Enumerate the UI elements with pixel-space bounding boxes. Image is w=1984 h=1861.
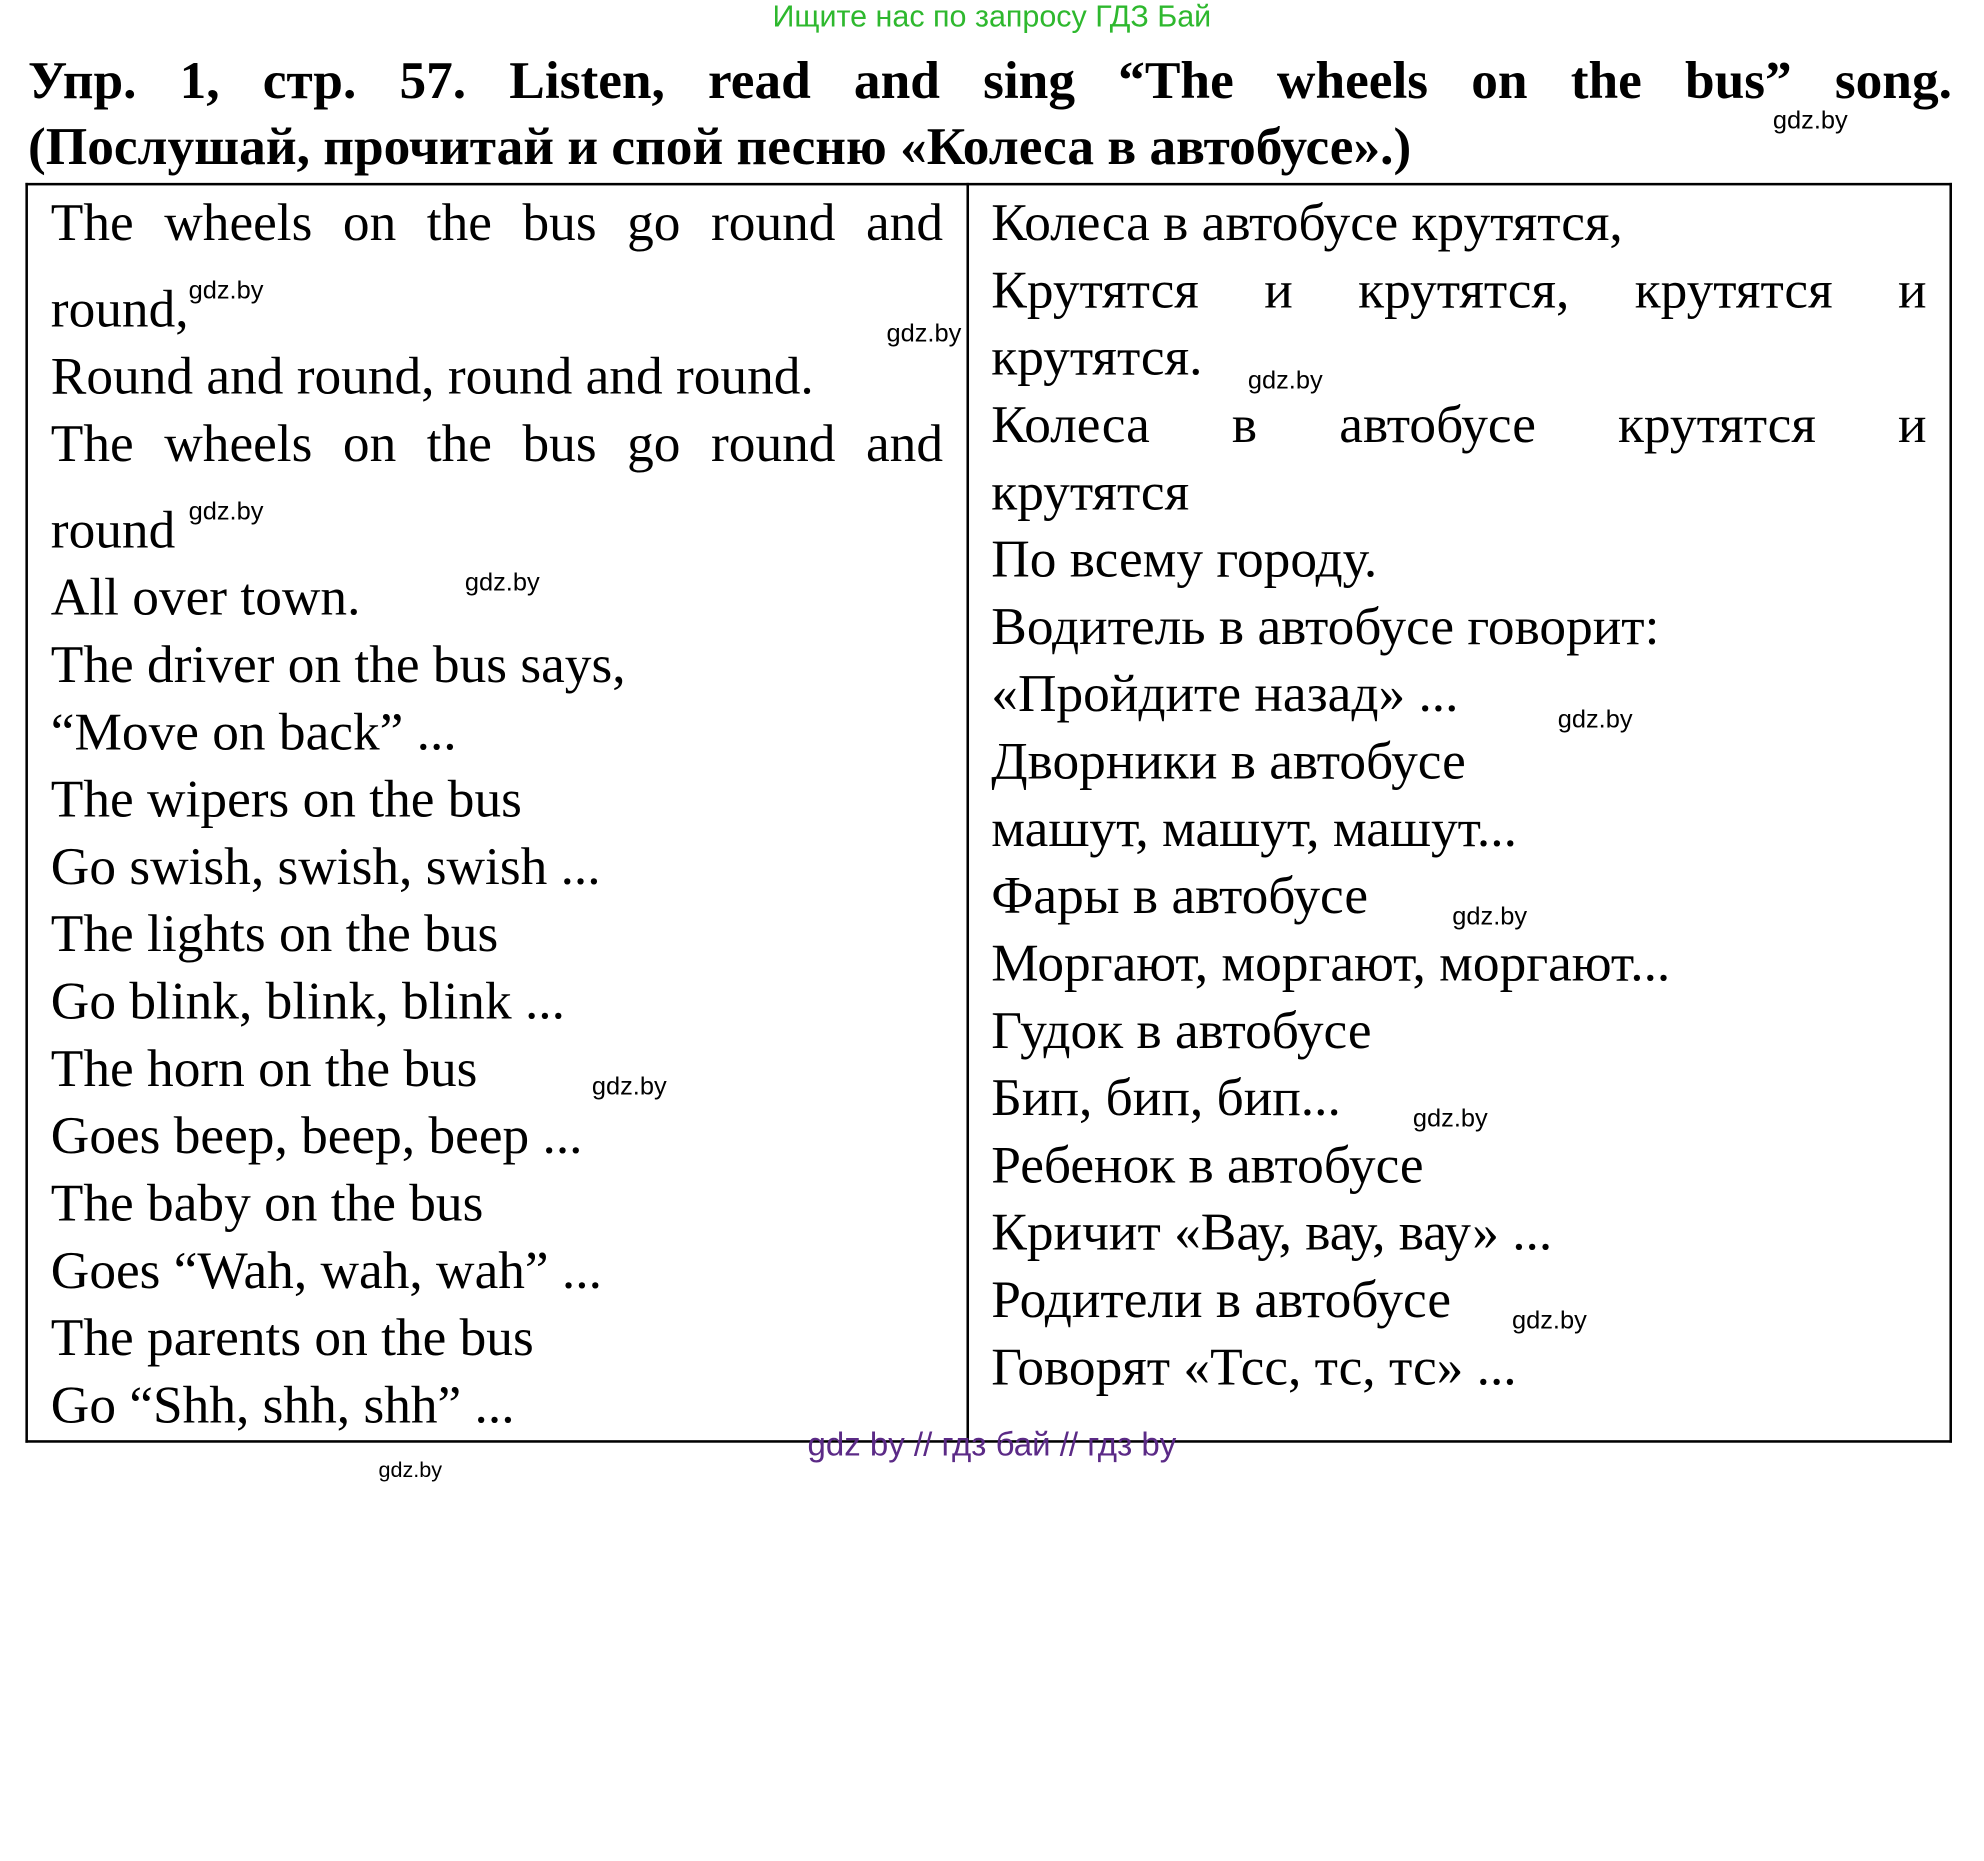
russian-line: машут, машут, машут... — [991, 800, 1517, 859]
russian-line: Дворники в автобусе — [991, 732, 1466, 792]
russian-line: Гудок в автобусе — [991, 1002, 1372, 1061]
russian-line: «Пройдите назад» ... gdz.by — [991, 662, 1926, 729]
watermark: gdz.by — [1452, 902, 1528, 931]
watermark: gdz.by — [1772, 106, 1848, 135]
russian-line: крутятся. gdz.by — [991, 325, 1926, 392]
english-line: round $^{gdz.by}$ — [50, 497, 264, 561]
russian-line: Фары в автобусе gdz.by — [991, 864, 1926, 931]
watermark: gdz.by — [188, 276, 264, 305]
english-line: “Move on back” ... — [50, 703, 457, 762]
english-line: Goes “Wah, wah, wah” ... — [50, 1242, 602, 1301]
english-line: The wheels on the bus go round and — [50, 415, 944, 474]
russian-line: Ребенок в автобусе — [991, 1136, 1424, 1196]
english-line: The wheels on the bus go round and — [50, 194, 944, 253]
table-row — [27, 184, 1951, 1441]
watermark: gdz.by — [1247, 367, 1323, 395]
english-line: The lights on the bus — [50, 905, 499, 964]
heading-line-1: Упр. 1, стр. 57. Listen, read and sing “The wheels on the bus” song. — [27, 52, 1952, 111]
english-line: The baby on the bus — [50, 1174, 484, 1234]
russian-line: Говорят «Тсс, тс, тс» ... — [991, 1338, 1517, 1397]
watermark: gdz.by — [1412, 1104, 1488, 1133]
english-line: round,$^{gdz.by}$ gdz.by — [51, 258, 943, 344]
russian-line: Колеса в автобусе крутятся и — [991, 396, 1927, 455]
bottom-site-banner[interactable]: gdz by // гдз бай // гдз by — [807, 1424, 1177, 1464]
russian-line: Колеса в автобусе крутятся, — [991, 194, 1623, 253]
russian-line: Кричит «Вау, вау, вау» ... — [991, 1203, 1553, 1263]
russian-column — [967, 184, 1951, 1441]
russian-line: По всему городу. — [991, 530, 1378, 590]
english-line: Go “Shh, shh, shh” ... gdz.by — [51, 1373, 943, 1440]
watermark: gdz.by — [591, 1073, 667, 1102]
english-line: Go blink, blink, blink ... — [50, 972, 565, 1032]
russian-line: Крутятся и крутятся, крутятся и — [991, 261, 1927, 321]
heading-line-2: (Послушай, прочитай и спой песню «Колеса в автобусе».) — [27, 118, 1412, 177]
english-line: Go swish, swish, swish ... — [50, 838, 601, 897]
russian-line: Родители в автобусе gdz.by — [991, 1267, 1926, 1334]
watermark: gdz.by — [1511, 1306, 1587, 1335]
russian-line: Моргают, моргают, моргают... — [991, 934, 1671, 994]
english-line: All over town. gdz.by — [51, 565, 943, 632]
exercise-heading — [28, 48, 1952, 180]
watermark: gdz.by — [378, 1457, 443, 1483]
watermark: gdz.by — [464, 568, 540, 597]
english-line: The horn on the bus gdz.by — [51, 1036, 943, 1103]
english-line: The parents on the bus — [50, 1309, 534, 1368]
english-line: Goes beep, beep, beep ... — [50, 1107, 583, 1166]
watermark: gdz.by — [1557, 706, 1633, 735]
russian-line: Водитель в автобусе говорит: — [991, 598, 1660, 657]
english-line: Round and round, round and round. — [50, 347, 814, 407]
russian-line: Бип, бип, бип... gdz.by — [991, 1066, 1926, 1133]
english-column — [27, 184, 967, 1483]
watermark: gdz.by — [188, 497, 264, 526]
english-line: The wipers on the bus — [50, 770, 522, 830]
russian-line: крутятся — [991, 463, 1190, 522]
top-search-banner[interactable]: Ищите нас по запросу ГДЗ Бай — [772, 0, 1212, 35]
english-line: The driver on the bus says, — [50, 636, 626, 695]
watermark: gdz.by — [886, 320, 962, 348]
